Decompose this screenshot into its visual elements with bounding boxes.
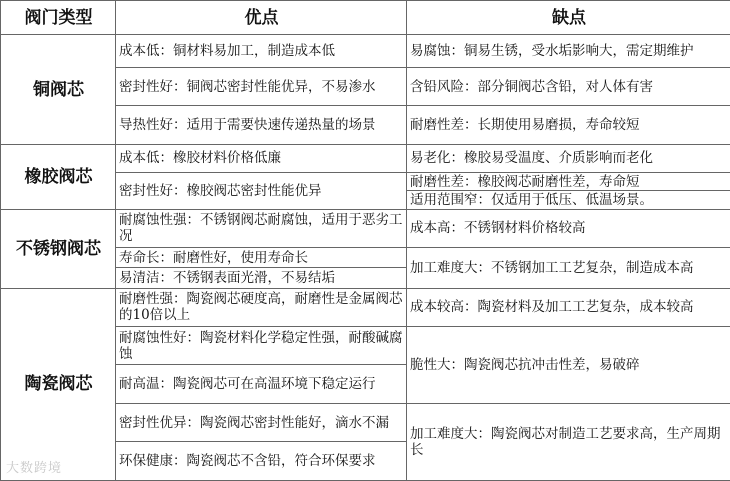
- ceramic-pro-3: 耐高温：陶瓷阀芯可在高温环境下稳定运行: [116, 365, 407, 403]
- copper-pro-2: 密封性好：铜阀芯密封性能优异，不易渗水: [116, 67, 407, 105]
- steel-pro-1: 耐腐蚀性强：不锈钢阀芯耐腐蚀，适用于恶劣工况: [116, 209, 407, 247]
- table-row: [1, 35, 730, 67]
- copper-con-1: 易腐蚀：铜易生锈，受水垢影响大，需定期维护: [407, 35, 730, 67]
- rubber-pro-1: 成本低：橡胶材料价格低廉: [116, 144, 407, 172]
- table-row: [1, 144, 730, 172]
- ceramic-pro-2: 耐腐蚀性好：陶瓷材料化学稳定性强，耐酸碱腐蚀: [116, 326, 407, 364]
- copper-con-3: 耐磨性差：长期使用易磨损，寿命较短: [407, 106, 730, 144]
- rubber-con-3: 适用范围窄：仅适用于低压、低温场景。: [407, 191, 730, 209]
- rubber-con-2: 耐磨性差：橡胶阀芯耐磨性差，寿命短: [407, 173, 730, 191]
- ceramic-con-3: 加工难度大：陶瓷阀芯对制造工艺要求高，生产周期长: [407, 403, 730, 480]
- watermark-logo: 大数跨境: [6, 461, 63, 476]
- header-cons: 缺点: [407, 1, 730, 35]
- type-stainless-steel: 不锈钢阀芯: [1, 209, 116, 288]
- ceramic-pro-5: 环保健康：陶瓷阀芯不含铅，符合环保要求: [116, 442, 407, 481]
- copper-con-2: 含铅风险：部分铜阀芯含铅，对人体有害: [407, 67, 730, 105]
- table-row: [1, 288, 730, 326]
- steel-con-2: 加工难度大：不锈钢加工工艺复杂，制造成本高: [407, 248, 730, 289]
- table-row: [1, 209, 730, 247]
- header-row: [1, 1, 730, 35]
- copper-pro-3: 导热性好：适用于需要快速传递热量的场景: [116, 106, 407, 144]
- header-pros: 优点: [116, 1, 407, 35]
- type-copper: 铜阀芯: [1, 35, 116, 144]
- ceramic-con-2: 脆性大：陶瓷阀芯抗冲击性差，易破碎: [407, 326, 730, 403]
- ceramic-con-1: 成本较高：陶瓷材料及加工工艺复杂，成本较高: [407, 288, 730, 326]
- ceramic-pro-4: 密封性优异：陶瓷阀芯密封性能好，滴水不漏: [116, 403, 407, 441]
- steel-pro-3: 易清洁：不锈钢表面光滑，不易结垢: [116, 268, 407, 288]
- ceramic-pro-1: 耐磨性强：陶瓷阀芯硬度高，耐磨性是金属阀芯的10倍以上: [116, 288, 407, 326]
- copper-pro-1: 成本低：铜材料易加工，制造成本低: [116, 35, 407, 67]
- type-ceramic: 陶瓷阀芯: [1, 288, 116, 481]
- rubber-con-1: 易老化：橡胶易受温度、介质影响而老化: [407, 144, 730, 172]
- header-valve-type: 阀门类型: [1, 1, 116, 35]
- steel-con-1: 成本高：不锈钢材料价格较高: [407, 209, 730, 247]
- rubber-pro-2: 密封性好：橡胶阀芯密封性能优异: [116, 173, 407, 209]
- type-rubber: 橡胶阀芯: [1, 144, 116, 209]
- steel-pro-2: 寿命长：耐磨性好，使用寿命长: [116, 248, 407, 268]
